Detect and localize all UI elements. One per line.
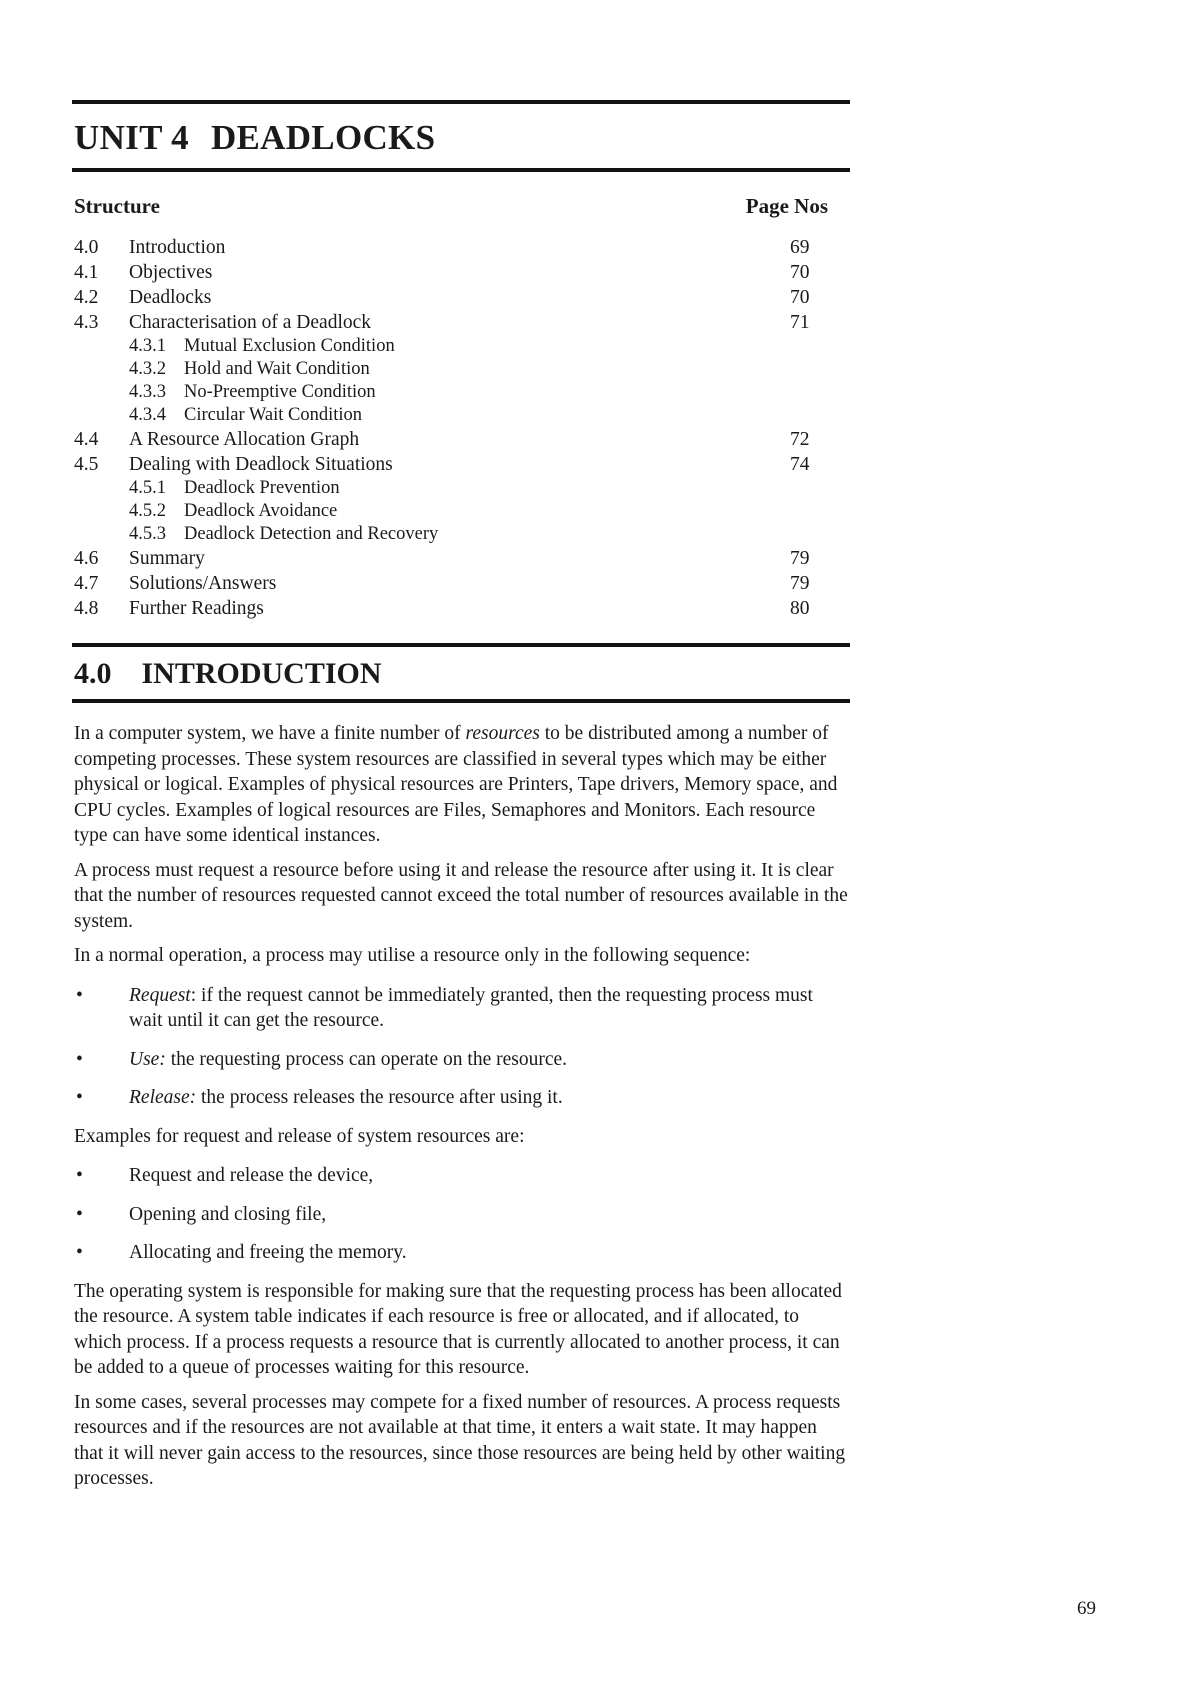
bullet-term: Release: [129, 1087, 197, 1108]
section-heading [74, 657, 850, 691]
bullet-icon: • [76, 984, 83, 1006]
toc-item-number: 4.4 [74, 429, 99, 450]
toc-subitem [72, 381, 850, 404]
toc-item-number: 4.6 [74, 548, 99, 569]
toc-subitem [72, 404, 850, 427]
toc-subitem-title: Deadlock Prevention [184, 478, 340, 498]
bullet-text: the requesting process can operate on the resource. [170, 1048, 568, 1070]
top-rule [72, 100, 850, 104]
toc-item [72, 571, 850, 596]
bullet-icon: • [76, 1165, 83, 1186]
introduction-body [72, 721, 850, 1492]
sequence-bullet [74, 1047, 850, 1073]
unit-title [74, 118, 850, 158]
toc-item-title: Summary [129, 548, 205, 569]
sequence-bullet [74, 983, 850, 1034]
example-bullet [74, 1163, 850, 1189]
toc-item-page: 70 [790, 287, 810, 308]
paragraph-3: In a normal operation, a process may utilise a resource only in the following sequence: [74, 945, 751, 966]
document-page [72, 100, 850, 1501]
intro-top-rule [72, 643, 850, 647]
bullet-icon: • [76, 1087, 83, 1108]
example-bullet [74, 1202, 850, 1228]
paragraph-5: The operating system is responsible for making sure that the requesting process has been allocated the resource. A system table indicates if each resource is free or allocated, and if allocated, to which process. If a process requests a resource that is currently allocated to another process, it can be added to a queue of processes waiting for this resource. [74, 1280, 842, 1378]
toc-item-number: 4.1 [74, 262, 99, 283]
bullet-term: Request [129, 984, 191, 1006]
unit-name: DEADLOCKS [210, 118, 436, 157]
intro-bottom-rule [72, 699, 850, 703]
toc-item-number: 4.5 [74, 454, 99, 475]
paragraph-6: In some cases, several processes may compete for a fixed number of resources. A process requests resources and if the resources are not available at that time, it enters a wait state. It may happen that it will never gain access to the resources, since those resources are being held by other waiting processes. [74, 1391, 846, 1489]
bullet-text: if the request cannot be immediately granted, then the requesting process must wait until it can get the resource. [129, 984, 813, 1031]
section-title: INTRODUCTION [141, 657, 382, 690]
bullet-term: Use: [129, 1048, 166, 1070]
toc-item-page: 74 [790, 454, 810, 475]
toc-item-number: 4.0 [74, 237, 99, 258]
toc-subitem-title: No-Preemptive Condition [184, 382, 376, 402]
bullet-icon: • [76, 1203, 83, 1225]
toc-subitem-number: 4.5.2 [129, 501, 166, 521]
toc-item-title: Further Readings [129, 598, 264, 619]
toc-item-page: 79 [790, 573, 810, 594]
toc-subitem [72, 335, 850, 358]
toc-subitem-title: Mutual Exclusion Condition [184, 336, 395, 356]
toc-item-title: Objectives [129, 262, 213, 283]
toc-item-title: A Resource Allocation Graph [129, 429, 360, 450]
section-number: 4.0 [74, 657, 112, 690]
unit-number: UNIT 4 [74, 118, 189, 157]
page-nos-heading: Page Nos [745, 194, 828, 218]
toc-subitem [72, 477, 850, 500]
toc-item [72, 260, 850, 285]
toc-subitem-title: Circular Wait Condition [184, 405, 363, 425]
bullet-text: the process releases the resource after using it. [201, 1087, 563, 1108]
sequence-bullet [74, 1085, 850, 1111]
toc-subitem-number: 4.3.1 [129, 336, 166, 356]
toc-item [72, 452, 850, 477]
bullet-separator: : [190, 984, 202, 1006]
toc-subitem [72, 523, 850, 546]
toc-item-page: 80 [790, 598, 810, 619]
toc-item-page: 71 [790, 312, 810, 333]
table-of-contents [72, 235, 850, 621]
bullet-text: Opening and closing file, [129, 1203, 327, 1225]
toc-item-title: Dealing with Deadlock Situations [129, 454, 393, 475]
toc-item-title: Introduction [129, 237, 226, 258]
toc-subitem-number: 4.3.4 [129, 405, 166, 425]
page-number: 69 [1077, 1598, 1096, 1619]
toc-subitem [72, 500, 850, 523]
paragraph-2: A process must request a resource before using it and release the resource after using it. It is clear that the number of resources requested cannot exceed the total number of resources available in the system. [74, 859, 848, 932]
toc-item [72, 285, 850, 310]
toc-subitem-number: 4.3.2 [129, 359, 166, 379]
toc-item-title: Characterisation of a Deadlock [129, 312, 372, 333]
toc-item-number: 4.3 [74, 312, 99, 333]
toc-item-page: 69 [790, 237, 810, 258]
toc-item-page: 70 [790, 262, 810, 283]
bullet-text: Request and release the device, [129, 1165, 374, 1186]
bullet-text: Allocating and freeing the memory. [129, 1242, 407, 1263]
bullet-icon: • [76, 1242, 83, 1263]
toc-item-page: 72 [790, 429, 810, 450]
toc-subitem-number: 4.3.3 [129, 382, 166, 402]
structure-header [74, 194, 828, 219]
toc-item-number: 4.7 [74, 573, 99, 594]
emphasis-resources: resources [465, 723, 540, 744]
toc-subitem-number: 4.5.1 [129, 478, 166, 498]
toc-item-number: 4.2 [74, 287, 99, 308]
toc-subitem [72, 358, 850, 381]
paragraph-1-part-2: to be distributed among a number of competing processes. These system resources are classified in several types which may be either physical or logical. Examples of physical resources are Printers, Tape drivers, Memory space, and CPU cycles. Examples of logical resources are Files, Semaphores and Monitors. Each resource type can have some identical instances. [74, 723, 838, 846]
structure-heading: Structure [74, 194, 160, 218]
paragraph-1 [74, 721, 850, 849]
paragraph-4: Examples for request and release of system resources are: [74, 1125, 525, 1147]
sequence-list [74, 983, 850, 1111]
toc-item-number: 4.8 [74, 598, 99, 619]
toc-item [72, 235, 850, 260]
toc-item-page: 79 [790, 548, 810, 569]
toc-item-title: Solutions/Answers [129, 573, 277, 594]
toc-subitem-title: Hold and Wait Condition [184, 359, 370, 379]
toc-subitem-number: 4.5.3 [129, 524, 166, 544]
toc-item [72, 310, 850, 335]
toc-item [72, 427, 850, 452]
toc-item [72, 546, 850, 571]
bullet-icon: • [76, 1048, 83, 1070]
toc-subitem-title: Deadlock Detection and Recovery [184, 524, 439, 544]
unit-title-rule [72, 168, 850, 172]
toc-item [72, 596, 850, 621]
toc-item-title: Deadlocks [129, 287, 212, 308]
example-bullet [74, 1240, 850, 1266]
examples-list [74, 1163, 850, 1266]
toc-subitem-title: Deadlock Avoidance [184, 501, 338, 521]
paragraph-1-part-1: In a computer system, we have a finite number of [74, 723, 466, 744]
